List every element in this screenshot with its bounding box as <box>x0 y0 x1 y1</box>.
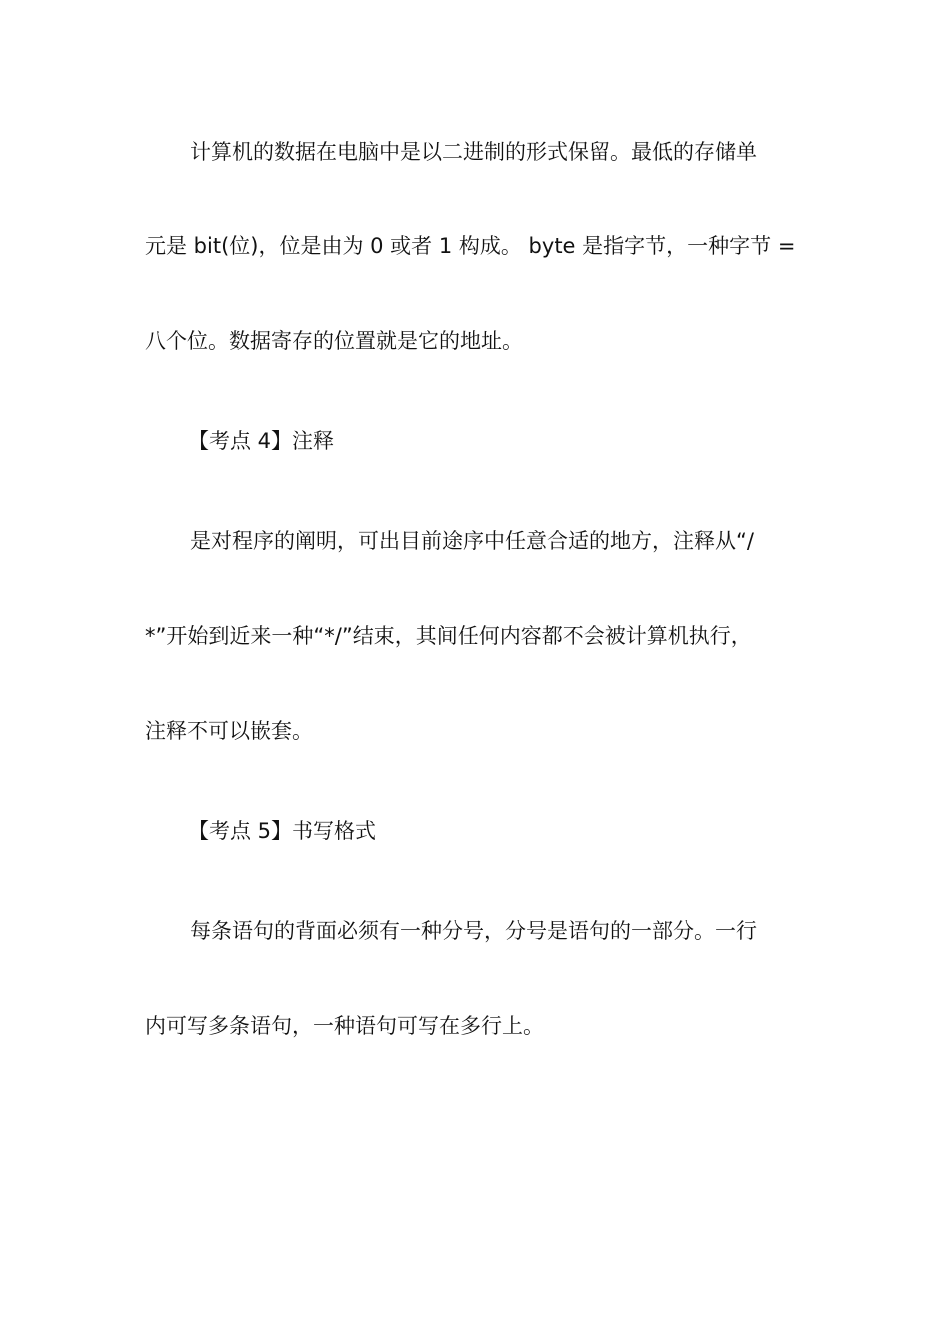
paragraph-3-line-1: 每条语句的背面必须有一种分号，分号是语句的一部分。一行 <box>190 919 757 943</box>
paragraph-1-line-2: 元是 bit(位)，位是由为 0 或者 1 构成。 byte 是指字节，一种字节 = <box>145 234 796 258</box>
paragraph-2-line-3: 注释不可以嵌套。 <box>145 719 313 743</box>
paragraph-3-line-2: 内可写多条语句，一种语句可写在多行上。 <box>145 1014 544 1038</box>
section-heading-5: 【考点 5】书写格式 <box>188 819 377 843</box>
paragraph-1-line-3: 八个位。数据寄存的位置就是它的地址。 <box>145 329 523 353</box>
section-heading-4: 【考点 4】注释 <box>188 429 335 453</box>
paragraph-1-line-1: 计算机的数据在电脑中是以二进制的形式保留。最低的存储单 <box>190 140 757 164</box>
paragraph-2-line-2: *”开始到近来一种“*/”结束，其间任何内容都不会被计算机执行， <box>145 624 752 648</box>
paragraph-2-line-1: 是对程序的阐明，可出目前途序中任意合适的地方，注释从“/ <box>190 529 754 553</box>
